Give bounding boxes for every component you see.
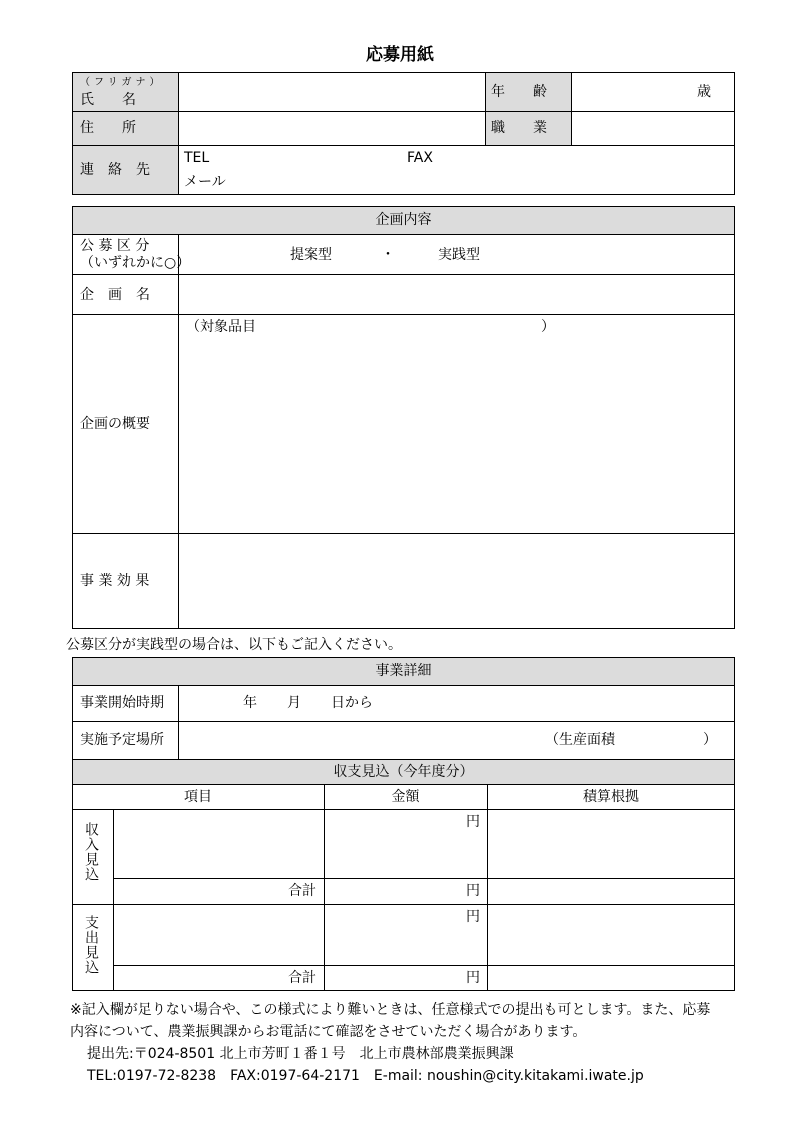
income-yen: 円 (466, 814, 480, 830)
budget-header: 収支見込（今年度分） (333, 764, 474, 780)
target-item-label: （対象品目 (186, 319, 256, 335)
occupation-field[interactable] (573, 113, 733, 144)
details-header: 事業詳細 (375, 663, 432, 679)
expense-item-field[interactable] (115, 906, 323, 964)
target-item-field[interactable] (270, 317, 535, 337)
col-amount: 金額 (391, 789, 420, 805)
income-basis-field[interactable] (489, 811, 733, 877)
footer-note-line1: ※記入欄が足りない場合や、この様式により難いときは、任意様式での提出も可とします。また、応募 (70, 1002, 711, 1018)
mail-label: メール (184, 174, 226, 190)
age-field[interactable] (573, 74, 693, 110)
occupation-label: 職 業 (491, 120, 547, 136)
col-item: 項目 (184, 789, 212, 805)
start-year: 年 (243, 695, 257, 711)
mail-field[interactable] (232, 171, 730, 193)
option-separator: ・ (381, 247, 395, 263)
plan-header: 企画内容 (375, 212, 432, 228)
tel-field[interactable] (215, 148, 400, 168)
fax-field[interactable] (445, 148, 730, 168)
col-basis: 積算根拠 (583, 789, 639, 805)
footer-contact-line: TEL:0197-72-8238 FAX:0197-64-2171 E-mail: noushin@city.kitakami.iwate.jp (87, 1068, 644, 1084)
option-proposal[interactable]: 提案型 (290, 247, 332, 263)
place-label: 実施予定場所 (80, 732, 164, 748)
area-field[interactable] (620, 726, 700, 754)
effect-label: 事 業 効 果 (80, 573, 150, 589)
income-label: 収入見込 (83, 822, 99, 882)
footer-submit-line: 提出先:〒024-8501 北上市芳町１番１号 北上市農林部農業振興課 (87, 1046, 514, 1062)
footer-note-line2: 内容について、農業振興課からお電話にて確認をさせていただく場合があります。 (70, 1024, 587, 1040)
expense-yen: 円 (466, 909, 480, 925)
place-field[interactable] (180, 723, 540, 758)
income-total-yen: 円 (466, 883, 480, 899)
start-date-field[interactable] (180, 687, 733, 720)
practice-note: 公募区分が実践型の場合は、以下もご記入ください。 (66, 637, 402, 653)
furigana-label: （フリガナ） (80, 77, 164, 88)
expense-label: 支出見込 (83, 915, 99, 975)
start-label: 事業開始時期 (80, 695, 164, 711)
start-day: 日から (331, 695, 373, 711)
expense-total-yen: 円 (466, 970, 480, 986)
start-month: 月 (287, 695, 301, 711)
area-label: （生産面積 (545, 732, 615, 748)
summary-field[interactable] (180, 340, 733, 531)
income-amount-field[interactable] (326, 811, 466, 877)
page-title: 応募用紙 (366, 45, 434, 65)
target-item-close: ） (541, 319, 555, 335)
age-label: 年 齢 (491, 84, 547, 100)
expense-basis-field[interactable] (489, 906, 733, 964)
expense-total-field[interactable] (326, 967, 466, 989)
plan-name-field[interactable] (180, 276, 733, 313)
income-total-field[interactable] (326, 880, 466, 902)
address-label: 住 所 (80, 120, 136, 136)
plan-name-label: 企 画 名 (80, 287, 150, 303)
name-field[interactable] (180, 74, 483, 110)
address-field[interactable] (180, 113, 483, 144)
expense-total-label: 合計 (288, 970, 316, 986)
summary-label: 企画の概要 (80, 416, 150, 432)
fax-label: FAX (407, 150, 433, 166)
name-label: 氏 名 (80, 92, 136, 108)
category-note: （いずれかに○） (80, 255, 191, 271)
expense-amount-field[interactable] (326, 906, 466, 964)
category-label: 公 募 区 分 (80, 238, 150, 254)
income-item-field[interactable] (115, 811, 323, 877)
area-close: ） (703, 732, 717, 748)
income-total-label: 合計 (288, 883, 316, 899)
option-practice[interactable]: 実践型 (438, 247, 480, 263)
effect-field[interactable] (180, 535, 733, 627)
tel-label: TEL (184, 150, 210, 166)
age-unit: 歳 (697, 84, 711, 100)
contact-label: 連 絡 先 (80, 162, 150, 178)
